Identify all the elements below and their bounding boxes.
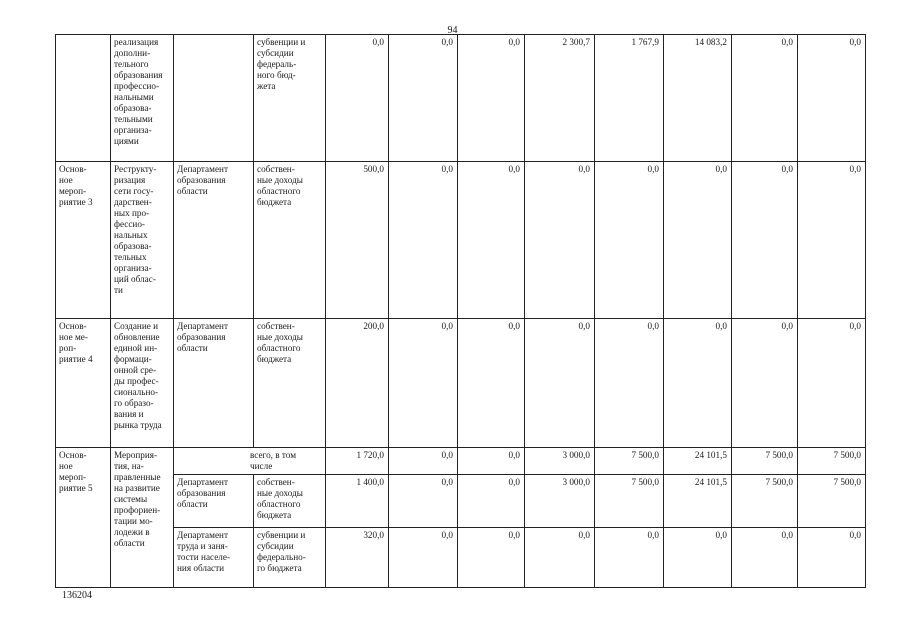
event-title-cell: реализация дополни- тельного образования профессио- нальными образова- тельными организа- циями [111, 35, 174, 162]
amount-cell: 0,0 [525, 319, 595, 448]
event-title-cell: Создание и обновление единой ин- формаци- онной сре- ды профес- сионально- го образо- вания и рынка труда [111, 319, 174, 448]
table-row [56, 448, 866, 475]
amount-cell: 0,0 [798, 528, 866, 588]
executor-cell: Департамент образования области [174, 475, 254, 528]
amount-cell: 0,0 [326, 35, 389, 162]
event-number-cell [56, 35, 111, 162]
amount-cell: 0,0 [664, 319, 732, 448]
amount-cell: 7 500,0 [595, 475, 664, 528]
amount-cell: 0,0 [458, 475, 525, 528]
budget-table [55, 34, 866, 588]
amount-cell: 0,0 [732, 528, 798, 588]
amount-cell: 7 500,0 [732, 475, 798, 528]
event-title-cell: Реструкту- ризация сети госу- дарствен- ных про- фессио- нальных образова- тельных организа- ций облас- ти [111, 162, 174, 319]
event-number-cell: Основ- ное мероп- риятие 5 [56, 448, 111, 588]
document-code: 136204 [62, 590, 92, 601]
executor-cell: Департамент образования области [174, 162, 254, 319]
amount-cell: 0,0 [458, 448, 525, 475]
funding-source-cell: собствен- ные доходы областного бюджета [254, 162, 326, 319]
amount-cell: 3 000,0 [525, 448, 595, 475]
page-number: 94 [447, 25, 458, 36]
amount-cell: 7 500,0 [798, 448, 866, 475]
table-row [56, 35, 866, 162]
funding-source-cell: субвенции и субсидии федерально- го бюджета [254, 528, 326, 588]
amount-cell: 24 101,5 [664, 448, 732, 475]
amount-cell: 0,0 [798, 319, 866, 448]
amount-cell: 2 300,7 [525, 35, 595, 162]
amount-cell: 1 400,0 [326, 475, 389, 528]
amount-cell: 7 500,0 [798, 475, 866, 528]
amount-cell: 0,0 [389, 448, 458, 475]
table-row [56, 475, 866, 528]
amount-cell: 0,0 [458, 319, 525, 448]
table-row [56, 319, 866, 448]
amount-cell: 3 000,0 [525, 475, 595, 528]
amount-cell: 0,0 [595, 162, 664, 319]
amount-cell: 24 101,5 [664, 475, 732, 528]
amount-cell: 0,0 [458, 35, 525, 162]
executor-cell [174, 35, 254, 162]
amount-cell: 0,0 [732, 35, 798, 162]
amount-cell: 0,0 [389, 35, 458, 162]
event-number-cell: Основ- ное ме- роп- риятие 4 [56, 319, 111, 448]
amount-cell: 7 500,0 [732, 448, 798, 475]
amount-cell: 1 720,0 [326, 448, 389, 475]
amount-cell: 0,0 [664, 528, 732, 588]
amount-cell: 0,0 [458, 528, 525, 588]
amount-cell: 1 767,9 [595, 35, 664, 162]
amount-cell: 0,0 [664, 162, 732, 319]
amount-cell: 0,0 [525, 528, 595, 588]
amount-cell: 0,0 [798, 35, 866, 162]
amount-cell: 0,0 [389, 475, 458, 528]
amount-cell: 0,0 [458, 162, 525, 319]
amount-cell: 320,0 [326, 528, 389, 588]
amount-cell: 500,0 [326, 162, 389, 319]
amount-cell: 0,0 [732, 162, 798, 319]
amount-cell: 0,0 [389, 319, 458, 448]
amount-cell: 0,0 [525, 162, 595, 319]
amount-cell: 0,0 [389, 528, 458, 588]
funding-source-cell: субвенции и субсидии федераль- ного бюд- жета [254, 35, 326, 162]
amount-cell: 7 500,0 [595, 448, 664, 475]
event-title-cell: Мероприя- тия, на- правленные на развитие системы профориен- тации мо- лодежи в области [111, 448, 174, 588]
amount-cell: 0,0 [595, 528, 664, 588]
executor-cell: Департамент образования области [174, 319, 254, 448]
executor-cell: Департамент труда и заня- тости населе- ния области [174, 528, 254, 588]
event-number-cell: Основ- ное мероп- риятие 3 [56, 162, 111, 319]
table-row [56, 162, 866, 319]
amount-cell: 0,0 [732, 319, 798, 448]
funding-source-cell: собствен- ные доходы областного бюджета [254, 475, 326, 528]
funding-total-cell: всего, в том числе [174, 448, 326, 475]
amount-cell: 0,0 [798, 162, 866, 319]
amount-cell: 0,0 [389, 162, 458, 319]
table-row [56, 528, 866, 588]
funding-source-cell: собствен- ные доходы областного бюджета [254, 319, 326, 448]
amount-cell: 0,0 [595, 319, 664, 448]
amount-cell: 200,0 [326, 319, 389, 448]
amount-cell: 14 083,2 [664, 35, 732, 162]
